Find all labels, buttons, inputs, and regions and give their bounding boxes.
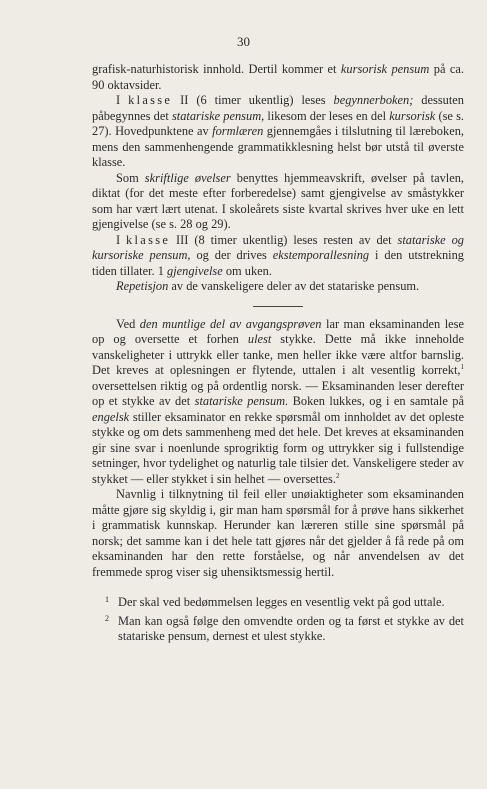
page-number: 30 bbox=[237, 34, 250, 49]
italic-run: statariske og kursoriske pensum, bbox=[92, 232, 464, 262]
italic-run: begynnerboken; bbox=[333, 93, 414, 107]
text-run: i den utstrekning tiden tillater. 1 bbox=[92, 248, 464, 278]
paragraph-p5 bbox=[92, 279, 464, 295]
paragraph-p3 bbox=[92, 171, 464, 233]
text-run: III (8 timer ukentlig) leses resten av det bbox=[170, 232, 398, 247]
text-run: og der drives bbox=[190, 248, 273, 262]
text-run: på ca. 90 oktavsider. bbox=[92, 62, 464, 92]
spaced-run: klasse bbox=[126, 232, 171, 247]
section-divider bbox=[253, 306, 303, 307]
paragraph-p7 bbox=[92, 487, 464, 580]
text-run: I bbox=[116, 232, 127, 247]
text-run: stiller eksaminator en rekke spørsmål om innholdet av det opleste stykke og om dets sammenheng med det hele. Det kreves at eksaminanden gir sine svar i noenlunde sprogriktig form og uttrykker sig i fullstendige setninger, hvor tydelighet og naturlig tale tilsier det. Vanskeligere steder av stykket — eller stykket i sin helhet — oversettes. bbox=[92, 409, 464, 486]
italic-run: kursorisk bbox=[389, 108, 436, 123]
paragraph-p2 bbox=[92, 93, 464, 171]
italic-run: gjengivelse bbox=[167, 263, 223, 278]
italic-run: ekstemporallesning bbox=[272, 248, 370, 262]
footnote-spacer bbox=[92, 580, 464, 592]
body-text bbox=[92, 62, 464, 645]
italic-run: formlæren bbox=[212, 124, 264, 138]
text-run: grafisk-naturhistorisk innhold. Dertil kommer et bbox=[92, 62, 341, 76]
text-run: II (6 timer ukentlig) leses bbox=[172, 93, 334, 107]
text-run: benyttes hjemmeavskrift, øvelser på tavlen, diktat (for det meste efter forberedelse) samt gjengivelse av småstykker som har vært lært utenat. I skoleårets siste kvartal skrives hver uke en lett gjengivelse (se s. 28 og 29). bbox=[92, 170, 465, 231]
italic-run: statariske pensum. bbox=[194, 394, 289, 408]
text-run: Ved bbox=[116, 316, 140, 331]
text-run: Navnlig i tilknytning til feil eller unøiaktigheter som eksaminanden måtte gjøre sig skyldig i, gir man ham spørsmål for å prøve hans sikkerhet i grammatisk kunnskap. Herunder kan læreren stille sine spørsmål på norsk; det samme kan i det hele tatt gjøres når det gjelder å få rede på om eksaminanden har den rette forståelse, og når anvendelsen av det fremmede sprog viser sig uhensiktsmessig hertil. bbox=[92, 487, 464, 579]
text-run: lar man eksaminanden lese op og oversette et forhen bbox=[92, 316, 465, 346]
text-run: Boken lukkes, og i en samtale på bbox=[288, 394, 464, 408]
footnote-fn2 bbox=[92, 614, 464, 645]
italic-run: den muntlige del av avgangsprøven bbox=[139, 316, 322, 331]
text-run: av de vanskeligere deler av det statariske pensum. bbox=[168, 279, 420, 293]
italic-run: engelsk bbox=[92, 409, 130, 424]
text-run: (se s. 27). Hovedpunktene av bbox=[92, 108, 464, 138]
spaced-run: klasse bbox=[128, 93, 173, 107]
footnote-text: Man kan også følge den omvendte orden og ta først et stykke av det statariske pensum, dernest et ulest stykke. bbox=[118, 613, 464, 643]
paragraph-p4 bbox=[92, 233, 464, 280]
text-run: gjennemgåes i tilslutning til læreboken, mens den sammenhengende grammatikklesning helst bør utstå til øverste klasse. bbox=[92, 124, 464, 169]
italic-run: Repetisjon bbox=[116, 279, 169, 293]
footnote-reference: 1 bbox=[460, 363, 464, 371]
text-run: likesom der leses en del bbox=[264, 108, 390, 123]
paragraph-p6 bbox=[92, 317, 464, 488]
text-run: oversettelsen riktig og på ordentlig norsk. — Eksaminanden leser derefter op et stykke av det bbox=[92, 378, 464, 408]
footnote-mark: 2 bbox=[105, 613, 109, 623]
footnote-reference: 2 bbox=[335, 471, 340, 480]
text-run: I bbox=[116, 93, 129, 107]
paragraph-p1 bbox=[92, 62, 464, 93]
footnote-text: Der skal ved bedømmelsen legges en vesentlig vekt på god uttale. bbox=[118, 595, 445, 609]
footnote-mark: 1 bbox=[105, 595, 109, 604]
text-run: Som bbox=[116, 170, 145, 185]
italic-run: skriftlige øvelser bbox=[144, 170, 231, 185]
text-run: om uken. bbox=[222, 263, 272, 278]
italic-run: statariske pensum, bbox=[171, 108, 265, 123]
text-run: stykke. Dette må ikke inneholde vanskeligheter i uttrykk eller tanke, men heller ikke være altfor barnslig. Det kreves at oplesningen er flytende, uttalen i alt vesentlig korrekt, bbox=[92, 332, 464, 377]
italic-run: ulest bbox=[247, 332, 272, 346]
footnote-fn1 bbox=[92, 595, 464, 611]
text-run: dessuten påbegynnes det bbox=[92, 93, 464, 123]
italic-run: kursorisk pensum bbox=[340, 62, 430, 76]
